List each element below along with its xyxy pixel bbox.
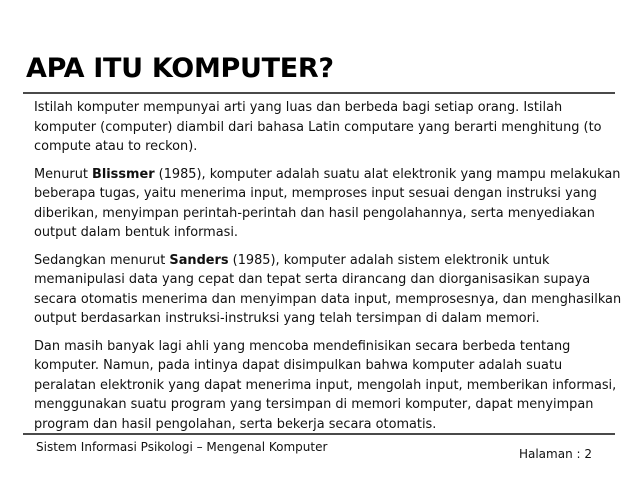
text-line <box>34 251 624 271</box>
text-line: komputer (computer) diambil dari bahasa Latin computare yang berarti menghitung (to <box>34 119 602 135</box>
slide-title: APA ITU KOMPUTER? <box>26 53 334 84</box>
text-line <box>34 165 624 185</box>
text-fragment: (1985), komputer adalah sistem elektronik untuk <box>228 252 550 268</box>
text-fragment: Menurut <box>34 166 93 182</box>
author-name: Blissmer <box>92 166 155 182</box>
paragraph-blissmer <box>34 165 624 243</box>
slide-body <box>34 98 624 442</box>
text-line: menggunakan suatu program yang tersimpan di memori komputer, dapat menyimpan <box>34 397 594 412</box>
text-fragment: Sedangkan menurut <box>34 252 170 268</box>
author-name: Sanders <box>169 252 229 268</box>
text-fragment: (1985), komputer adalah suatu alat elektronik yang mampu melakukan <box>154 166 621 182</box>
text-line: program dan hasil pengolahan, serta bekerja secara otomatis. <box>34 416 437 432</box>
text-line: output berdasarkan instruksi-instruksi yang telah tersimpan di dalam memori. <box>34 311 540 326</box>
text-line: compute atau to reckon). <box>34 139 198 154</box>
paragraph-sanders <box>34 251 624 329</box>
text-line: beberapa tugas, yaitu menerima input, memproses input sesuai dengan instruksi yang <box>34 186 597 201</box>
text-line: output dalam bentuk informasi. <box>34 225 239 240</box>
footer-course-title: Sistem Informasi Psikologi – Mengenal Komputer <box>36 440 328 454</box>
footer-divider <box>23 433 615 435</box>
paragraph-conclusion <box>34 337 624 435</box>
text-line: peralatan elektronik yang dapat menerima input, mengolah input, memberikan informasi, <box>34 377 617 393</box>
footer-page-number: Halaman : 2 <box>518 447 592 461</box>
text-line: secara otomatis menerima dan menyimpan data input, memprosesnya, dan menghasilkan <box>34 291 622 307</box>
text-line: diberikan, menyimpan perintah-perintah dan hasil pengolahannya, serta menyediakan <box>34 205 595 221</box>
paragraph-definition <box>34 98 624 157</box>
text-line: memanipulasi data yang cepat dan tepat serta dirancang dan diorganisasikan supaya <box>34 272 591 287</box>
text-line: Dan masih banyak lagi ahli yang mencoba mendefinisikan secara berbeda tentang <box>34 338 571 354</box>
text-line: Istilah komputer mempunyai arti yang luas dan berbeda bagi setiap orang. Istilah <box>34 100 563 115</box>
text-line: komputer. Namun, pada intinya dapat disimpulkan bahwa komputer adalah suatu <box>34 358 563 373</box>
title-divider <box>23 92 615 94</box>
